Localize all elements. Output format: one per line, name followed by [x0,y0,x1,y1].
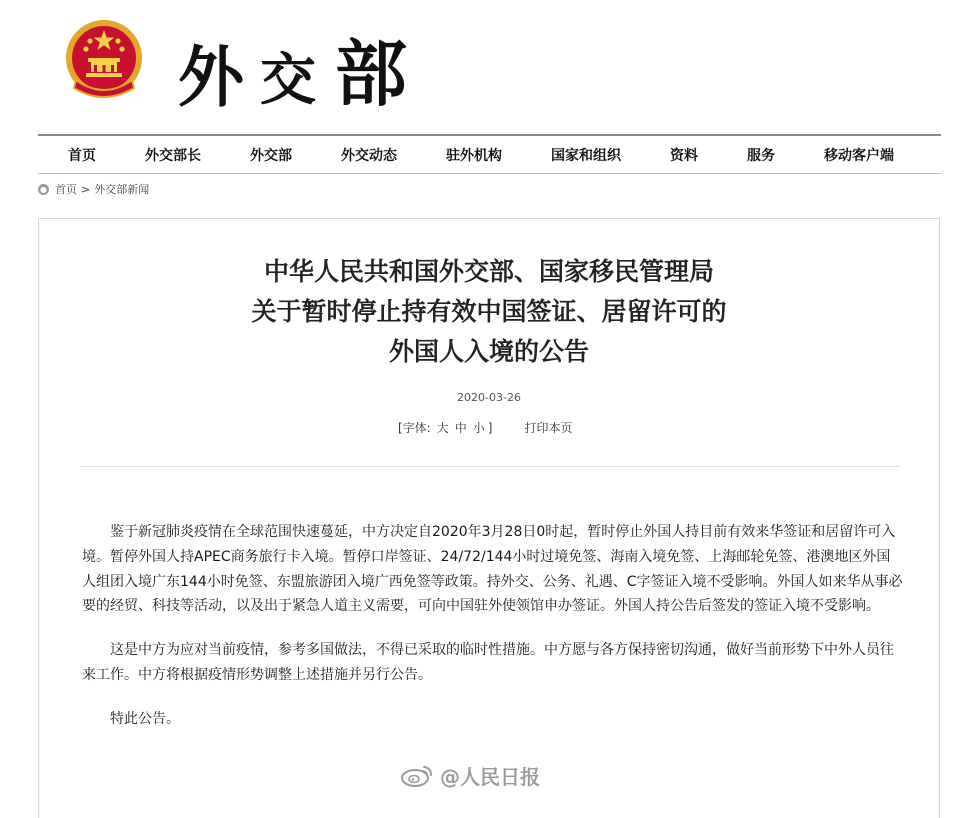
print-page-button[interactable]: 打印本页 [524,421,573,435]
article-title-line: 关于暂时停止持有效中国签证、居留许可的 [251,297,727,326]
nav-item-resources[interactable]: 资料 [670,148,698,164]
nav-item-foreign-minister[interactable]: 外交部长 [145,148,201,164]
nav-item-diplomatic-news[interactable]: 外交动态 [341,148,397,164]
article-header-divider [80,466,900,467]
font-size-label: [字体: [398,421,431,435]
breadcrumb-separator: > [81,182,91,196]
breadcrumb-home-link[interactable]: 首页 [55,183,77,196]
watermark-text: @人民日报 [440,764,540,789]
article-body [82,520,904,751]
nav-item-services[interactable]: 服务 [747,148,775,164]
font-size-large-button[interactable]: 大 [436,421,449,435]
national-emblem-icon [64,16,144,102]
article-paragraph: 特此公告。 [110,710,180,727]
nav-item-home[interactable]: 首页 [68,148,96,164]
article-title-line: 中华人民共和国外交部、国家移民管理局 [263,257,714,286]
font-size-small-button[interactable]: 小 [472,421,485,435]
nav-item-mobile-client[interactable]: 移动客户端 [824,148,894,164]
article-tools [398,419,572,436]
nav-item-countries-organizations[interactable]: 国家和组织 [551,148,621,164]
font-size-medium-button[interactable]: 中 [454,421,467,435]
nav-divider [38,173,941,174]
breadcrumb [38,180,149,198]
article-title [38,252,940,372]
weibo-watermark [400,760,540,790]
article-paragraph: 这是中方为应对当前疫情，参考多国做法，不得已采取的临时性措施。中方愿与各方保持密切沟通，做好当前形势下中外人员往来工作。中方将根据疫情形势调整上述措施并另行公告。 [82,642,894,683]
main-nav [38,136,941,174]
article-date: 2020-03-26 [457,391,521,404]
breadcrumb-home-icon: ● [38,184,49,195]
breadcrumb-section-link[interactable]: 外交部新闻 [94,183,150,196]
ministry-calligraphy-logo: 外 交 部 [178,31,408,116]
font-size-close-bracket: ] [487,420,493,435]
masthead [0,0,960,136]
article-title-line: 外国人入境的公告 [388,337,589,366]
nav-item-ministry[interactable]: 外交部 [250,148,292,164]
nav-item-missions-abroad[interactable]: 驻外机构 [446,148,502,164]
weibo-icon [400,763,434,787]
article-paragraph: 鉴于新冠肺炎疫情在全球范围快速蔓延，中方决定自2020年3月28日0时起，暂时停止外国人持目前有效来华签证和居留许可入境。暂停外国人持APEC商务旅行卡入境。暂停口岸签证、24/72/144小时过境免签、海南入境免签、上海邮轮免签、港澳地区外国人组团入境广东144小时免签、东盟旅游团入境广西免签等政策。持外交、公务、礼遇、C字签证入境不受影响。外国人如来华从事必要的经贸、科技等活动，以及出于紧急人道主义需要，可向中国驻外使领馆申办签证。外国人持公告后签发的签证入境不受影响。 [82,524,903,615]
